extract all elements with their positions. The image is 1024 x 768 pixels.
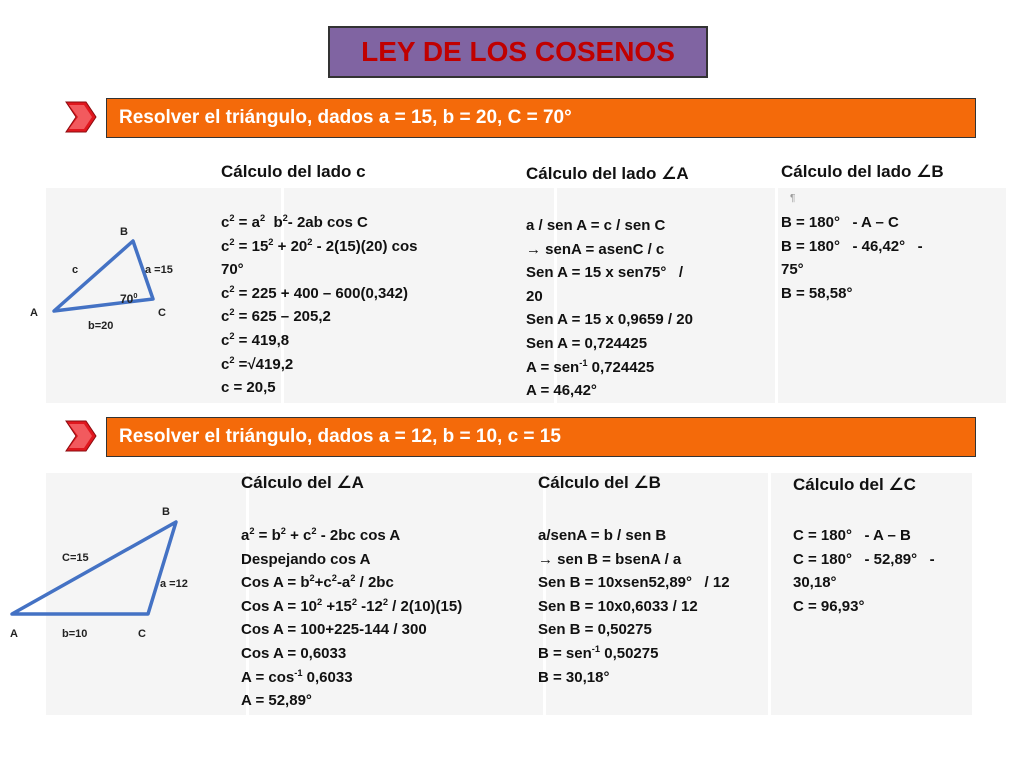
equation-line: $c^2 = 15^2 + 20^2 - 2(15)(20)$ cos [221, 236, 418, 255]
equation-line: $c^2 = 625 - 205,2$ [221, 307, 331, 326]
equation-line: Cos A = 0,6033 [241, 644, 347, 662]
column-header-angle-a: Cálculo del lado ∠A [526, 164, 689, 183]
equation-line: 30,18° [793, 574, 837, 592]
column-header-angle-a: Cálculo del ∠A [241, 473, 364, 492]
equation-line: → sen B = bsenA / a [538, 550, 682, 568]
equation-line: Sen A = 15 x 0,9659 / 20 [526, 311, 693, 329]
side-c-label: c [72, 264, 79, 276]
equation-line: A = 46,42° [526, 382, 597, 400]
equation-line: c = 20,5 [221, 379, 276, 397]
side-a-label: a =12 [160, 578, 188, 590]
angle-a-calculation [526, 214, 746, 403]
equation-line: B = 180° - A – C [781, 214, 899, 231]
divider [775, 188, 778, 403]
side-c-label: C=15 [62, 552, 89, 564]
equation-line: 75° [781, 261, 804, 279]
equation-line: Sen B = 0,50275 [538, 621, 652, 639]
angle-c-calculation [793, 524, 969, 618]
vertex-c-label: C [158, 307, 166, 319]
divider [768, 473, 771, 715]
equation-line: A = 52,89° [241, 692, 312, 710]
vertex-a-label: A [10, 628, 18, 640]
triangle-2-diagram [0, 510, 200, 630]
arrow-right-icon [64, 100, 98, 134]
equation-line: C = 180° - A – B [793, 527, 911, 544]
equation-line: C = 96,93° [793, 597, 865, 615]
vertex-c-label: C [138, 628, 146, 640]
equation-line: $A = \cos^{-1} 0,6033$ [241, 667, 353, 686]
equation-line: $c^2 = a^2$ $b^2-$ 2ab cos C [221, 213, 368, 231]
equation-line: $c^2 = 225 + 400 - 600(0,342)$ [221, 283, 408, 302]
column-header-side-c: Cálculo del lado c [221, 162, 366, 181]
vertex-b-label: B [120, 226, 128, 238]
equation-line: Sen A = 15 x sen75° / [526, 264, 684, 282]
problem-2-statement: Resolver el triángulo, dados a = 12, b = 10, c = 15 [106, 417, 976, 457]
equation-line: A = sen$^{-1}$ 0,724425 [526, 357, 655, 376]
equation-line: Sen B = 10xsen52,89° / 12 [538, 574, 730, 592]
side-c-calculation [221, 211, 483, 400]
equation-line: 70° [221, 261, 244, 279]
angle-b-calculation [538, 524, 766, 689]
equation-line: C = 180° - 52,89° - [793, 550, 935, 568]
page-title: LEY DE LOS COSENOS [328, 26, 708, 78]
equation-line: B = 30,18° [538, 668, 610, 686]
equation-line: $c^2 =√419,2$ [221, 354, 294, 373]
side-b-label: b=20 [88, 320, 114, 332]
column-header-angle-b: Cálculo del lado ∠B [781, 162, 944, 181]
equation-line: Sen A = 0,724425 [526, 334, 648, 352]
angle-label: $70^0$ [120, 291, 138, 306]
equation-line: $a^2 = b^2 + c^2 - 2bc$ cos A [241, 526, 401, 544]
equation-line: a / sen A = c / sen C [526, 217, 666, 234]
equation-line: B = 58,58° [781, 284, 853, 302]
vertex-b-label: B [162, 506, 170, 518]
equation-line: 20 [526, 287, 543, 305]
equation-line: B = sen$^{-1}$ 0,50275 [538, 643, 659, 662]
angle-b-calculation [781, 211, 971, 305]
equation-line: Sen B = 10x0,6033 / 12 [538, 597, 698, 615]
pilcrow-mark: ¶ [790, 193, 796, 204]
equation-line: → senA = asenC / c [526, 240, 665, 258]
arrow-right-icon [64, 419, 98, 453]
side-b-label: b=10 [62, 628, 88, 640]
angle-a-calculation [241, 524, 531, 713]
side-a-label: a =15 [145, 264, 173, 276]
column-header-angle-b: Cálculo del ∠B [538, 473, 661, 492]
equation-line: Cos $A = b^2+c^2-a^2 / 2bc$ [241, 573, 394, 592]
equation-line: Cos $A = 10^2 +15^2$ $-12^2 / 2(10)(15)$ [241, 596, 463, 615]
equation-line: B = 180° - 46,42° - [781, 237, 923, 255]
equation-line: $c^2 = 419,8$ [221, 330, 290, 349]
vertex-a-label: A [30, 307, 38, 319]
equation-line: a/senA = b / sen B [538, 527, 667, 544]
column-header-angle-c: Cálculo del ∠C [793, 475, 916, 494]
equation-line: Despejando cos A [241, 550, 371, 568]
equation-line: Cos A = 100+225-144 / 300 [241, 621, 427, 639]
problem-1-statement: Resolver el triángulo, dados a = 15, b = 20, C = 70° [106, 98, 976, 138]
